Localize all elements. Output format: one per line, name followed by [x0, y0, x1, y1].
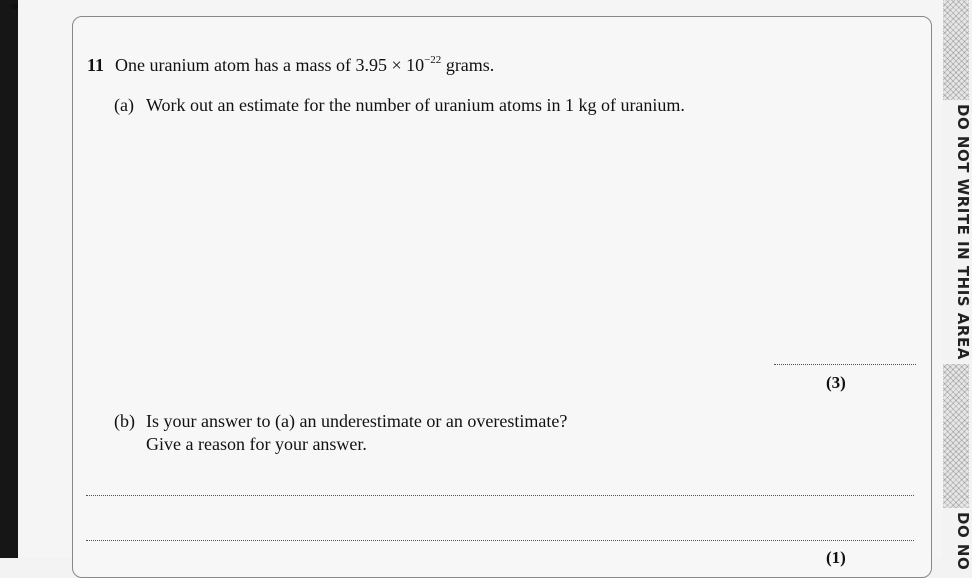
part-b-label: (b)	[114, 411, 135, 431]
stem-unit: grams.	[441, 55, 495, 75]
part-a-answer-line[interactable]	[774, 364, 916, 365]
part-a-label: (a)	[114, 95, 134, 115]
part-a-prompt	[114, 95, 685, 116]
part-b-line2: Give a reason for your answer.	[146, 434, 367, 454]
stem-exponent: −22	[424, 54, 442, 66]
part-a-marks: (3)	[826, 373, 846, 392]
question-stem	[115, 55, 494, 76]
part-b-answer-line-2[interactable]	[86, 540, 914, 541]
do-not-write-notice: DO NOT WRITE IN THIS AREA	[942, 100, 972, 364]
part-b-prompt	[114, 411, 567, 432]
part-b-answer-line-1[interactable]	[86, 495, 914, 496]
part-b-marks: (1)	[826, 548, 846, 567]
part-a-text: Work out an estimate for the number of uranium atoms in 1 kg of uranium.	[146, 95, 685, 115]
page-edge-bar	[0, 0, 18, 558]
question-number: 11	[87, 55, 105, 75]
do-not-write-notice-partial: DO NO	[942, 508, 972, 574]
stem-text: One uranium atom has a mass of 3.95 × 10	[115, 55, 425, 75]
part-b-line1: Is your answer to (a) an underestimate or an overestimate?	[146, 411, 568, 431]
